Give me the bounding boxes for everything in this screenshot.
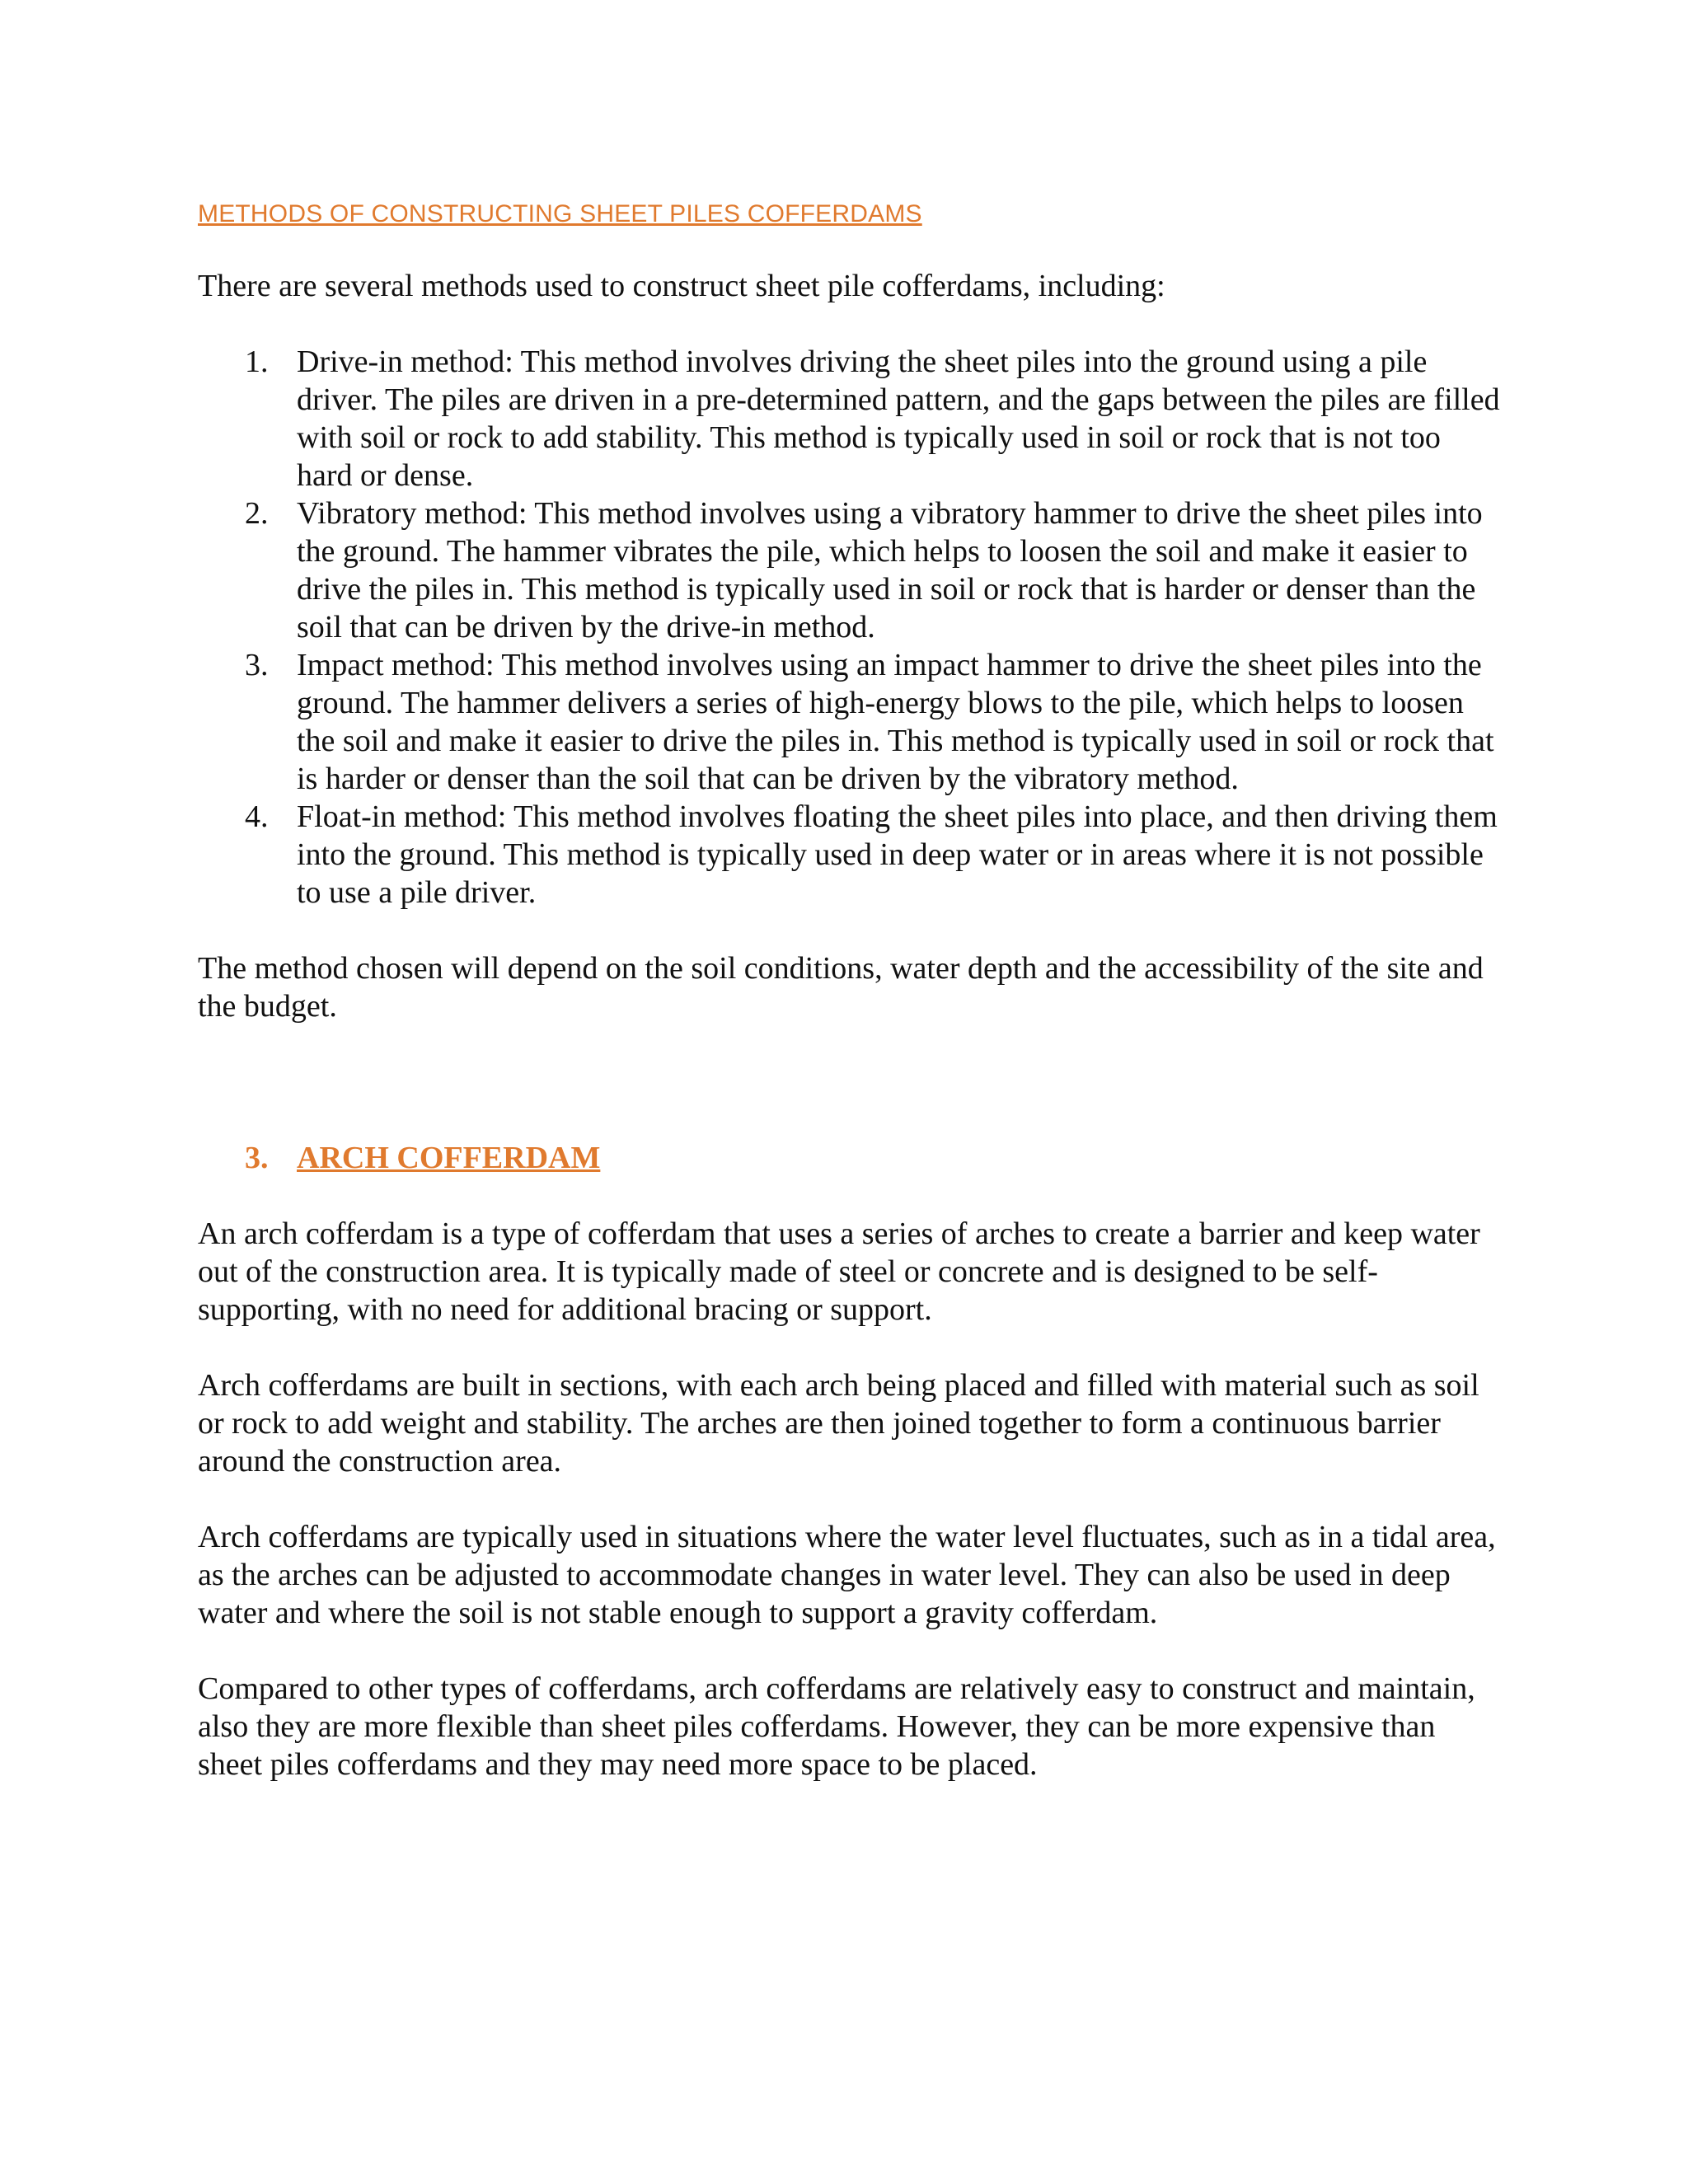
list-item [198, 343, 1500, 494]
list-item-number: 3. [245, 648, 269, 682]
list-item [198, 798, 1500, 912]
list-item-number: 4. [245, 799, 269, 834]
list-item [198, 646, 1500, 798]
list-item-text: Vibratory method: This method involves using a vibratory hammer to drive the sheet piles into the ground. The hammer vibrates the pile, which helps to loosen the soil and make it easier to drive the piles in. This method is typically used in soil or rock that is harder or denser than the soil that can be driven by the drive-in method. [297, 496, 1483, 644]
list-item [198, 494, 1500, 646]
list-item-text: Drive-in method: This method involves driving the sheet piles into the ground using a pile driver. The piles are driven in a pre-determined pattern, and the gaps between the piles are filled with soil or rock to add stability. This method is typically used in soil or rock that is not too hard or dense. [297, 344, 1500, 493]
methods-list [198, 343, 1500, 912]
document-body [198, 198, 1500, 1821]
list-item-text: Float-in method: This method involves floating the sheet piles into place, and then driving them into the ground. This method is typically used in deep water or in areas where it is not possible to use a pile driver. [297, 799, 1498, 910]
arch-paragraph: Arch cofferdams are built in sections, with each arch being placed and filled with material such as soil or rock to add weight and stability. The arches are then joined together to form a continuous barrier around the construction area. [198, 1368, 1479, 1479]
list-item-number: 2. [245, 496, 269, 531]
heading-title: ARCH COFFERDAM [297, 1141, 601, 1175]
arch-cofferdam-heading [198, 1139, 1500, 1177]
arch-paragraph: Arch cofferdams are typically used in situations where the water level fluctuates, such as in a tidal area, as the arches can be adjusted to accommodate changes in water level. They can also be used in deep water and where the soil is not stable enough to support a gravity cofferdam. [198, 1520, 1496, 1630]
arch-paragraph: Compared to other types of cofferdams, arch cofferdams are relatively easy to construct and maintain, also they are more flexible than sheet piles cofferdams. However, they can be more expensive than sheet piles cofferdams and they may need more space to be placed. [198, 1671, 1475, 1782]
intro-paragraph: There are several methods used to construct sheet pile cofferdams, including: [198, 269, 1165, 303]
closing-paragraph: The method chosen will depend on the soil conditions, water depth and the accessibility of the site and the budget. [198, 951, 1484, 1024]
list-item-number: 1. [245, 344, 269, 379]
arch-paragraph: An arch cofferdam is a type of cofferdam that uses a series of arches to create a barrier and keep water out of the construction area. It is typically made of steel or concrete and is designed to be self-supporting, with no need for additional bracing or support. [198, 1216, 1480, 1327]
list-item-text: Impact method: This method involves using an impact hammer to drive the sheet piles into the ground. The hammer delivers a series of high-energy blows to the pile, which helps to loosen the soil and make it easier to drive the piles in. This method is typically used in soil or rock that is harder or denser than the soil that can be driven by the vibratory method. [297, 648, 1494, 796]
heading-number: 3. [245, 1141, 269, 1175]
section-heading: METHODS OF CONSTRUCTING SHEET PILES COFFERDAMS [198, 200, 922, 227]
